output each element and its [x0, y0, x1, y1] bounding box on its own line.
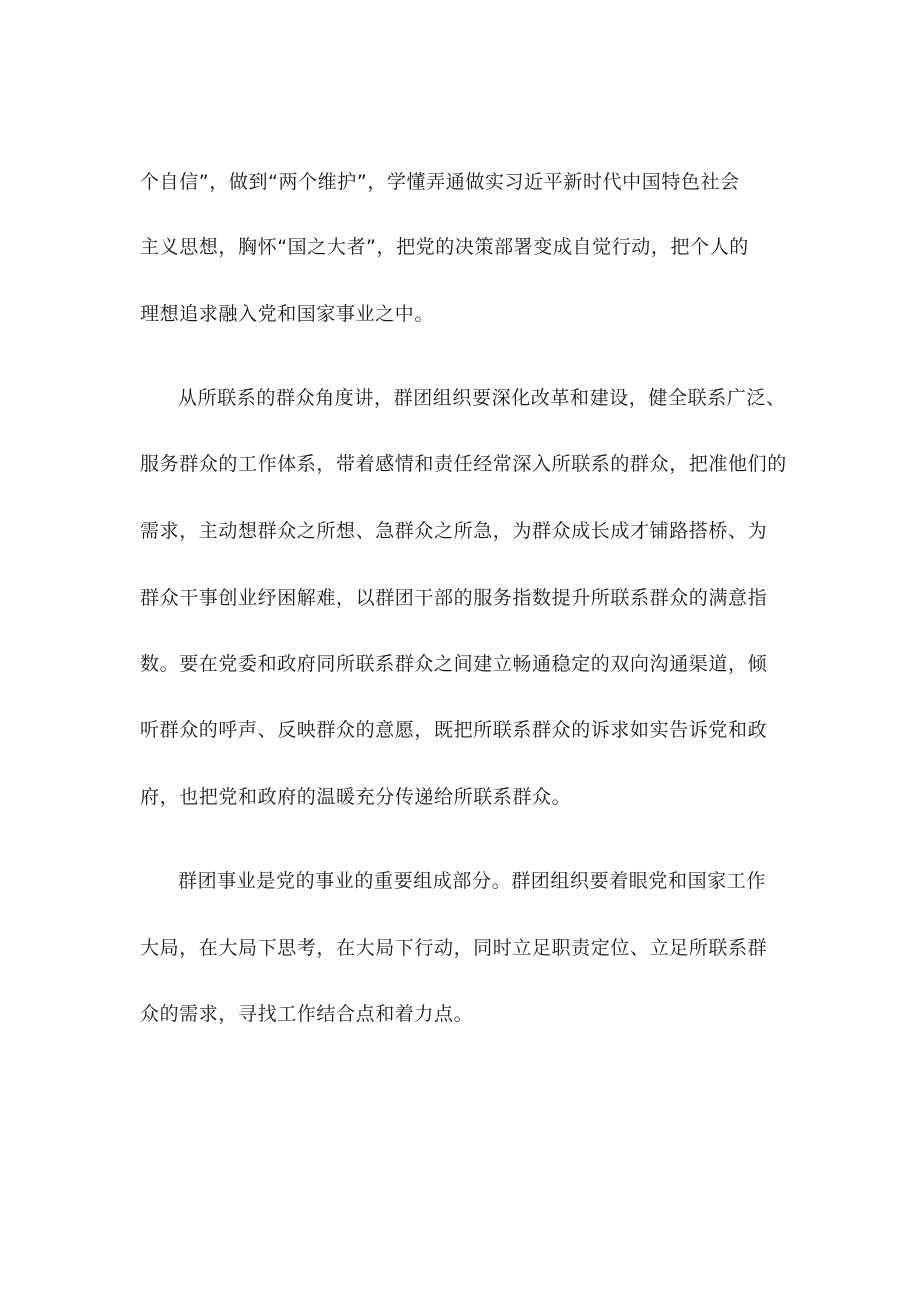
paragraph-line: 听群众的呼声、反映群众的意愿，既把所联系群众的诉求如实告诉党和政 — [140, 719, 768, 741]
paragraph-line: 服务群众的工作体系，带着感情和责任经常深入所联系的群众，把准他们的 — [140, 453, 787, 475]
paragraph-line: 个自信”，做到“两个维护”，学懂弄通做实习近平新时代中国特色社会 — [140, 171, 740, 193]
paragraph-line: 群众干事创业纾困解难，以群团干部的服务指数提升所联系群众的满意指 — [140, 587, 768, 609]
paragraph-line: 群团事业是党的事业的重要组成部分。群团组织要着眼党和国家工作 — [178, 870, 767, 892]
paragraph-line: 府，也把党和政府的温暖充分传递给所联系群众。 — [140, 786, 572, 808]
paragraph-line: 从所联系的群众角度讲，群团组织要深化改革和建设，健全联系广泛、 — [178, 387, 786, 409]
paragraph-line: 数。要在党委和政府同所联系群众之间建立畅通稳定的双向沟通渠道，倾 — [140, 653, 768, 675]
paragraph-line: 大局，在大局下思考，在大局下行动，同时立足职责定位、立足所联系群 — [140, 937, 768, 959]
paragraph-line: 主义思想，胸怀“国之大者”，把党的决策部署变成自觉行动，把个人的 — [140, 236, 749, 258]
paragraph-line: 理想追求融入党和国家事业之中。 — [140, 303, 435, 325]
paragraph-line: 需求，主动想群众之所想、急群众之所急，为群众成长成才铺路搭桥、为 — [140, 520, 768, 542]
paragraph-line: 众的需求，寻找工作结合点和着力点。 — [140, 1003, 474, 1025]
